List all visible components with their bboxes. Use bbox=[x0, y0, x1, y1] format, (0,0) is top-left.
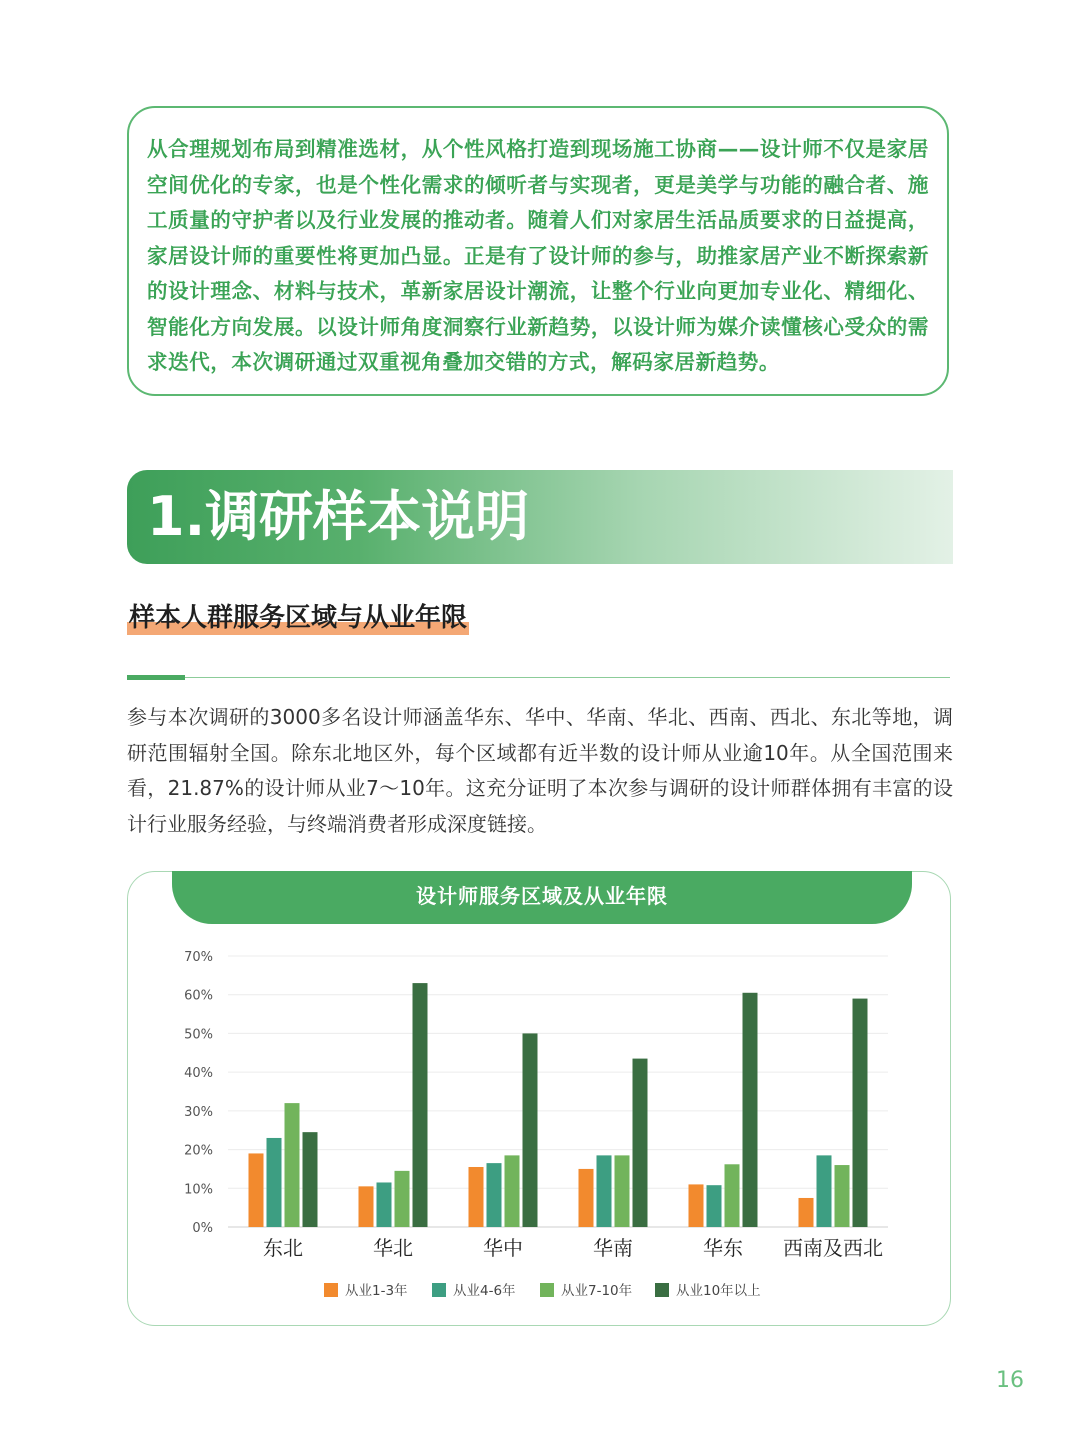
bar bbox=[615, 1155, 630, 1227]
legend-swatch bbox=[655, 1283, 669, 1297]
bar bbox=[377, 1182, 392, 1227]
chart-title: 设计师服务区域及从业年限 bbox=[416, 884, 668, 908]
bar bbox=[853, 999, 868, 1227]
bar bbox=[633, 1059, 648, 1227]
x-tick-label: 东北 bbox=[263, 1236, 303, 1260]
bar bbox=[285, 1103, 300, 1227]
y-tick-label: 10% bbox=[184, 1182, 213, 1198]
bar bbox=[395, 1171, 410, 1227]
y-tick-label: 40% bbox=[184, 1066, 213, 1082]
bar bbox=[487, 1163, 502, 1227]
legend-swatch bbox=[540, 1283, 554, 1297]
legend-label: 从业7-10年 bbox=[561, 1283, 633, 1299]
bar bbox=[267, 1138, 282, 1227]
bar bbox=[817, 1155, 832, 1227]
bar bbox=[523, 1033, 538, 1227]
y-tick-label: 70% bbox=[184, 950, 213, 965]
bar bbox=[469, 1167, 484, 1227]
bar bbox=[413, 983, 428, 1227]
page-number: 16 bbox=[996, 1368, 1024, 1393]
legend-label: 从业10年以上 bbox=[676, 1283, 761, 1299]
bar bbox=[743, 993, 758, 1227]
y-tick-label: 50% bbox=[184, 1027, 213, 1043]
intro-text: 从合理规划布局到精准选材，从个性风格打造到现场施工协商——设计师不仅是家居空间优化的专家，也是个性化需求的倾听者与实现者，更是美学与功能的融合者、施工质量的守护者以及行业发展的推动者。随着人们对家居生活品质要求的日益提高，家居设计师的重要性将更加凸显。正是有了设计师的参与，助推家居产业不断探索新的设计理念、材料与技术，革新家居设计潮流，让整个行业向更加专业化、精细化、智能化方向发展。以设计师角度洞察行业新趋势，以设计师为媒介读懂核心受众的需求迭代，本次调研通过双重视角叠加交错的方式，解码家居新趋势。 bbox=[147, 137, 929, 374]
legend-swatch bbox=[432, 1283, 446, 1297]
body-paragraph: 参与本次调研的3000多名设计师涵盖华东、华中、华南、华北、西南、西北、东北等地，调研范围辐射全国。除东北地区外，每个区域都有近半数的设计师从业逾10年。从全国范围来看，21.87%的设计师从业7～10年。这充分证明了本次参与调研的设计师群体拥有丰富的设计行业服务经验，与终端消费者形成深度链接。 bbox=[127, 705, 953, 836]
bar bbox=[835, 1165, 850, 1227]
x-tick-label: 华中 bbox=[483, 1236, 523, 1260]
y-tick-label: 20% bbox=[184, 1143, 213, 1159]
section-title: 1.调研样本说明 bbox=[147, 485, 530, 548]
y-tick-label: 0% bbox=[192, 1221, 213, 1236]
x-tick-label: 华东 bbox=[703, 1236, 743, 1260]
bar bbox=[249, 1153, 264, 1227]
x-tick-label: 西南及西北 bbox=[783, 1236, 883, 1260]
legend-label: 从业1-3年 bbox=[345, 1283, 408, 1299]
y-tick-label: 60% bbox=[184, 988, 213, 1004]
legend-label: 从业4-6年 bbox=[453, 1283, 516, 1299]
bar bbox=[303, 1132, 318, 1227]
bar bbox=[689, 1184, 704, 1227]
bar bbox=[725, 1164, 740, 1227]
bar bbox=[707, 1185, 722, 1227]
legend-swatch bbox=[324, 1283, 338, 1297]
bar bbox=[799, 1198, 814, 1227]
y-tick-label: 30% bbox=[184, 1104, 213, 1120]
bar bbox=[579, 1169, 594, 1227]
x-tick-label: 华南 bbox=[593, 1236, 633, 1260]
bar bbox=[505, 1155, 520, 1227]
subheading bbox=[127, 600, 469, 636]
subheading-text: 样本人群服务区域与从业年限 bbox=[129, 603, 468, 633]
subheading-wrap bbox=[127, 600, 469, 636]
x-tick-label: 华北 bbox=[373, 1236, 413, 1260]
bar bbox=[359, 1186, 374, 1227]
bar bbox=[597, 1155, 612, 1227]
